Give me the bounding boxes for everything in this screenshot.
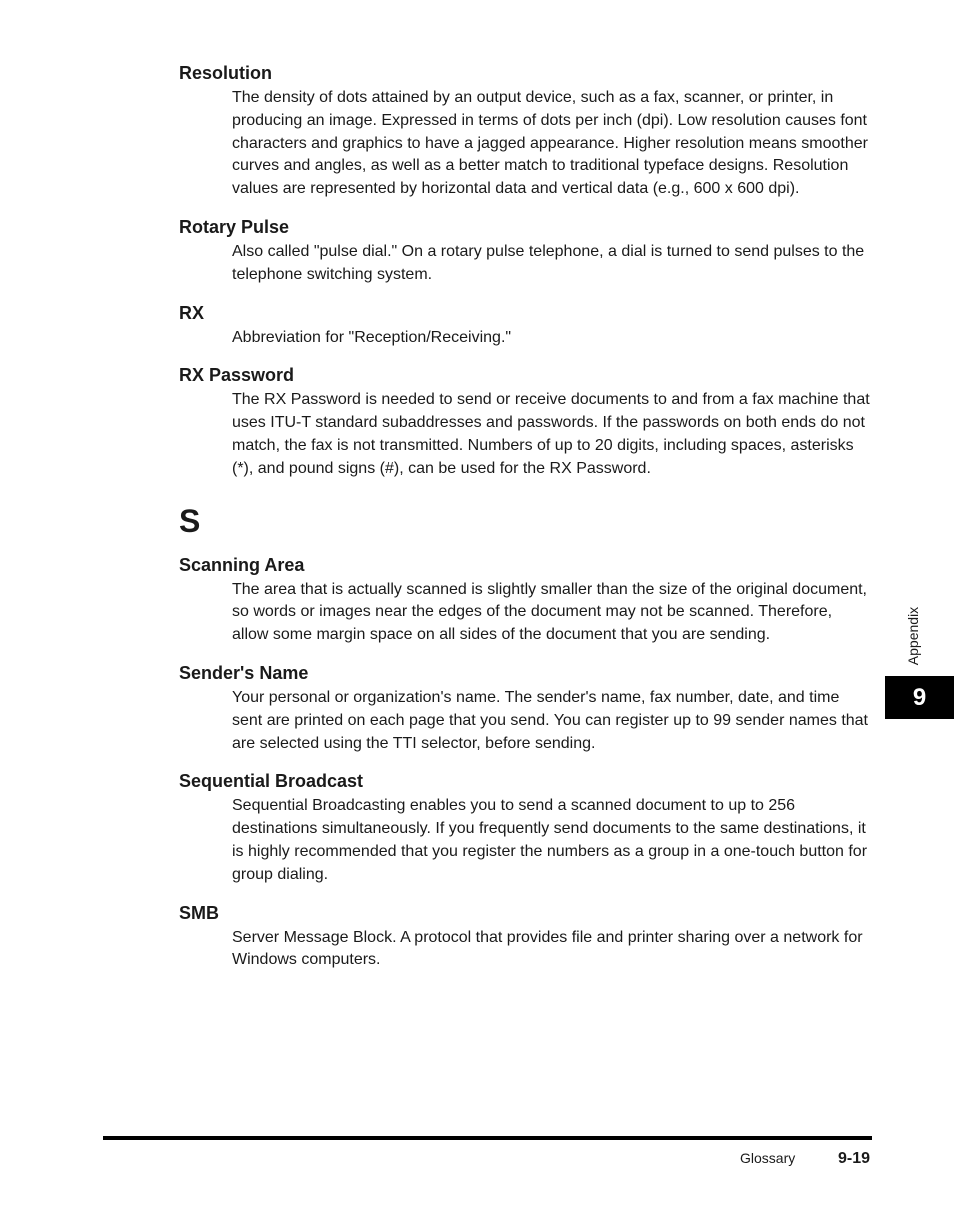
glossary-definition: The density of dots attained by an output device, such as a fax, scanner, or printer, in producing an image. Expressed in terms of dots per inch (dpi). Low resolution causes font characters and graphics to have a jagged appearance. Higher resolution means smoother curves and angles, as well as a better match to traditional typeface designs. Resolution values are represented by horizontal data and vertical data (e.g., 600 x 600 dpi). bbox=[232, 89, 868, 198]
footer-section-name: Glossary bbox=[740, 1150, 796, 1166]
glossary-entry-resolution bbox=[179, 61, 879, 201]
glossary-definition: Your personal or organization's name. The sender's name, fax number, date, and time sent are printed on each page that you send. You can register up to 99 sender names that are selected using the TTI selector, before sending. bbox=[232, 688, 868, 752]
glossary-entry-sequential-broadcast bbox=[179, 769, 879, 886]
glossary-term: RX Password bbox=[179, 365, 295, 386]
glossary-term: RX bbox=[179, 302, 205, 323]
glossary-definition: Also called "pulse dial." On a rotary pulse telephone, a dial is turned to send pulses to the telephone switching system. bbox=[232, 242, 865, 283]
glossary-entry-scanning-area bbox=[179, 553, 879, 647]
glossary-entry-rotary-pulse bbox=[179, 215, 879, 287]
chapter-side-label-text: Appendix bbox=[905, 606, 922, 666]
glossary-definition: Abbreviation for "Reception/Receiving." bbox=[232, 328, 512, 346]
section-letter-heading: S bbox=[179, 502, 201, 539]
glossary-entry-rx-password bbox=[179, 363, 879, 480]
glossary-definition: Server Message Block. A protocol that provides file and printer sharing over a network for Windows computers. bbox=[232, 928, 863, 969]
glossary-definition: The RX Password is needed to send or receive documents to and from a fax machine that uses ITU-T standard subaddresses and passwords. If the passwords on both ends do not match, the fax is not transmitted. Numbers of up to 20 digits, including spaces, asterisks (*), and pound signs (#), can be used for the RX Password. bbox=[232, 391, 870, 477]
glossary-term: Sender's Name bbox=[179, 662, 309, 683]
glossary-definition: Sequential Broadcasting enables you to send a scanned document to up to 256 destinations simultaneously. If you frequently send documents to the same destinations, it is highly recommended that you register the numbers as a group in a one-touch button for group dialing. bbox=[232, 797, 868, 883]
glossary-term: Rotary Pulse bbox=[179, 216, 290, 237]
chapter-side-label bbox=[899, 600, 927, 672]
glossary-entry-smb bbox=[179, 901, 879, 973]
footer-page-number: 9-19 bbox=[838, 1150, 871, 1167]
glossary-term: SMB bbox=[179, 902, 219, 923]
glossary-entry-rx bbox=[179, 301, 879, 350]
chapter-tab: 9 bbox=[885, 676, 954, 719]
glossary-definition: The area that is actually scanned is slightly smaller than the size of the original document, so words or images near the edges of the document may not be scanned. Therefore, allow some margin space on all sides of the document that you are sending. bbox=[232, 580, 867, 644]
footer-rule bbox=[103, 1136, 872, 1140]
glossary-term: Scanning Area bbox=[179, 554, 305, 575]
glossary-content bbox=[179, 61, 879, 972]
glossary-term: Sequential Broadcast bbox=[179, 771, 364, 792]
glossary-entry-senders-name bbox=[179, 661, 879, 755]
glossary-term: Resolution bbox=[179, 63, 272, 83]
